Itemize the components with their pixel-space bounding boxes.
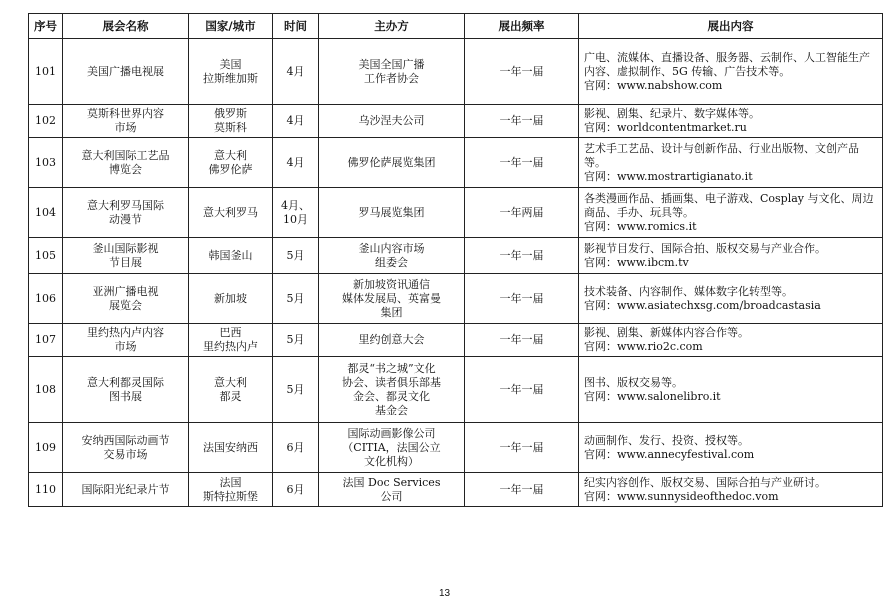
cell-frequency: 一年一届: [465, 105, 579, 138]
cell-organizer: 釜山内容市场 组委会: [319, 238, 465, 274]
cell-time: 4月、 10月: [273, 188, 319, 238]
cell-time: 6月: [273, 423, 319, 473]
cell-location: 法国 斯特拉斯堡: [189, 473, 273, 507]
cell-content: [579, 324, 883, 357]
website-text: 官网：www.nabshow.com: [584, 78, 723, 92]
cell-content: [579, 423, 883, 473]
cell-content: [579, 39, 883, 105]
website-text: 官网：www.salonelibro.it: [584, 389, 721, 403]
cell-no: 105: [29, 238, 63, 274]
cell-time: 5月: [273, 324, 319, 357]
table-row: [29, 357, 883, 423]
cell-name: 美国广播电视展: [63, 39, 189, 105]
header-content: 展出内容: [579, 14, 883, 39]
table-row: [29, 473, 883, 507]
table-row: [29, 423, 883, 473]
cell-no: 104: [29, 188, 63, 238]
cell-name: 釜山国际影视 节目展: [63, 238, 189, 274]
cell-no: 101: [29, 39, 63, 105]
cell-time: 5月: [273, 357, 319, 423]
table-row: [29, 238, 883, 274]
website-text: 官网：www.ibcm.tv: [584, 255, 689, 269]
cell-content: [579, 357, 883, 423]
cell-frequency: 一年一届: [465, 238, 579, 274]
table-row: [29, 188, 883, 238]
cell-organizer: 国际动画影像公司 （CITIA，法国公立 文化机构）: [319, 423, 465, 473]
cell-frequency: 一年两届: [465, 188, 579, 238]
cell-no: 107: [29, 324, 63, 357]
cell-location: 意大利 佛罗伦萨: [189, 138, 273, 188]
cell-content: [579, 188, 883, 238]
cell-frequency: 一年一届: [465, 324, 579, 357]
cell-organizer: 佛罗伦萨展览集团: [319, 138, 465, 188]
cell-frequency: 一年一届: [465, 423, 579, 473]
cell-no: 108: [29, 357, 63, 423]
cell-name: 意大利罗马国际 动漫节: [63, 188, 189, 238]
cell-content: [579, 238, 883, 274]
cell-location: 韩国釜山: [189, 238, 273, 274]
cell-content: [579, 274, 883, 324]
table-row: [29, 324, 883, 357]
cell-time: 5月: [273, 238, 319, 274]
cell-organizer: 法国 Doc Services 公司: [319, 473, 465, 507]
cell-frequency: 一年一届: [465, 473, 579, 507]
cell-name: 国际阳光纪录片节: [63, 473, 189, 507]
content-text: 广电、流媒体、直播设备、服务器、云制作、人工智能生产内容、虚拟制作、5G 传输、广告技术等。: [584, 50, 870, 78]
page-number: 13: [438, 588, 451, 599]
exhibition-table: [28, 13, 883, 507]
content-text: 影视、剧集、新媒体内容合作等。: [584, 326, 749, 339]
website-text: 官网：www.rio2c.com: [584, 340, 703, 353]
cell-time: 4月: [273, 39, 319, 105]
cell-organizer: 罗马展览集团: [319, 188, 465, 238]
cell-content: [579, 105, 883, 138]
cell-time: 4月: [273, 105, 319, 138]
content-text: 艺术手工艺品、设计与创新作品、行业出版物、文创产品等。: [584, 141, 859, 169]
content-text: 图书、版权交易等。: [584, 375, 683, 389]
content-text: 纪实内容创作、版权交易、国际合拍与产业研讨。: [584, 475, 826, 489]
cell-frequency: 一年一届: [465, 39, 579, 105]
header-no: 序号: [29, 14, 63, 39]
cell-time: 4月: [273, 138, 319, 188]
cell-frequency: 一年一届: [465, 138, 579, 188]
cell-location: 意大利 都灵: [189, 357, 273, 423]
cell-name: 安纳西国际动画节 交易市场: [63, 423, 189, 473]
website-text: 官网：www.annecyfestival.com: [584, 447, 755, 461]
table-row: [29, 39, 883, 105]
content-text: 技术装备、内容制作、媒体数字化转型等。: [584, 284, 793, 298]
cell-name: 莫斯科世界内容 市场: [63, 105, 189, 138]
cell-location: 法国安纳西: [189, 423, 273, 473]
cell-location: 巴西 里约热内卢: [189, 324, 273, 357]
content-text: 影视、剧集、纪录片、数字媒体等。: [584, 107, 760, 120]
cell-content: [579, 473, 883, 507]
cell-location: 美国 拉斯维加斯: [189, 39, 273, 105]
website-text: 官网：www.asiatechxsg.com/broadcastasia: [584, 298, 821, 312]
cell-organizer: 美国全国广播 工作者协会: [319, 39, 465, 105]
header-time: 时间: [273, 14, 319, 39]
header-frequency: 展出频率: [465, 14, 579, 39]
table-row: [29, 138, 883, 188]
cell-no: 110: [29, 473, 63, 507]
table-header-row: [29, 14, 883, 39]
cell-name: 亚洲广播电视 展览会: [63, 274, 189, 324]
cell-organizer: 新加坡资讯通信 媒体发展局、英富曼 集团: [319, 274, 465, 324]
cell-no: 109: [29, 423, 63, 473]
cell-organizer: 都灵“书之城”文化 协会、读者俱乐部基 金会、都灵文化 基金会: [319, 357, 465, 423]
content-text: 影视节目发行、国际合拍、版权交易与产业合作。: [584, 241, 826, 255]
cell-location: 俄罗斯 莫斯科: [189, 105, 273, 138]
cell-frequency: 一年一届: [465, 274, 579, 324]
cell-no: 106: [29, 274, 63, 324]
website-text: 官网：www.sunnysideofthedoc.vom: [584, 489, 779, 503]
cell-name: 意大利都灵国际 图书展: [63, 357, 189, 423]
cell-frequency: 一年一届: [465, 357, 579, 423]
website-text: 官网：www.romics.it: [584, 219, 697, 233]
header-location: 国家/城市: [189, 14, 273, 39]
cell-name: 意大利国际工艺品 博览会: [63, 138, 189, 188]
table-row: [29, 105, 883, 138]
cell-location: 意大利罗马: [189, 188, 273, 238]
cell-time: 6月: [273, 473, 319, 507]
cell-no: 102: [29, 105, 63, 138]
table-row: [29, 274, 883, 324]
cell-location: 新加坡: [189, 274, 273, 324]
cell-organizer: 乌沙涅夫公司: [319, 105, 465, 138]
website-text: 官网：worldcontentmarket.ru: [584, 121, 747, 134]
content-text: 动画制作、发行、投资、授权等。: [584, 433, 749, 447]
content-text: 各类漫画作品、插画集、电子游戏、Cosplay 与文化、周边商品、手办、玩具等。: [584, 191, 874, 219]
cell-no: 103: [29, 138, 63, 188]
cell-content: [579, 138, 883, 188]
cell-organizer: 里约创意大会: [319, 324, 465, 357]
header-organizer: 主办方: [319, 14, 465, 39]
cell-time: 5月: [273, 274, 319, 324]
website-text: 官网：www.mostrartigianato.it: [584, 169, 753, 183]
cell-name: 里约热内卢内容 市场: [63, 324, 189, 357]
header-name: 展会名称: [63, 14, 189, 39]
